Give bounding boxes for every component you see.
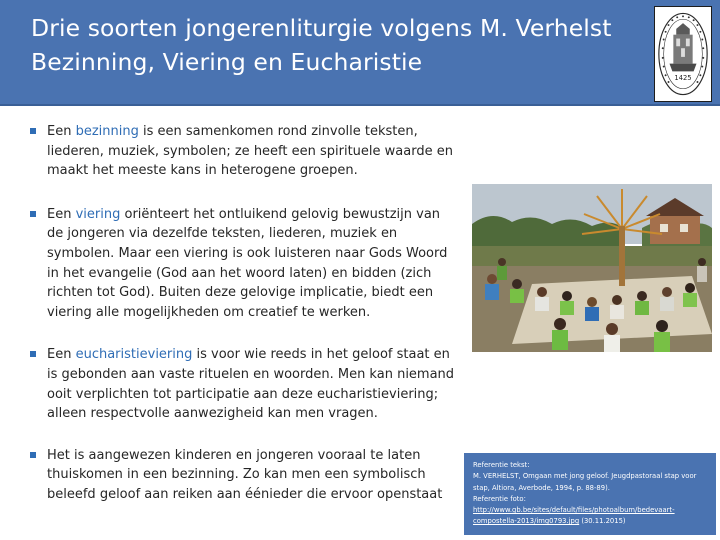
bullet-marker-icon — [30, 452, 36, 458]
bullet-list — [30, 122, 455, 505]
ref-photo-link[interactable]: http://www.gb.be/sites/default/files/photoalbum/bedevaart-compostella-2013/img0793.jpg — [473, 506, 675, 526]
bullet-eucharistieviering: Een eucharistieviering is voor wie reeds in het geloof staat en is gebonden aan vaste rituelen en woorden. Men kan niemand ooit verplichten tot participatie aan deze eucharistieviering; alleen respectvolle aanwezigheid kan men vragen. — [30, 345, 455, 423]
bullet-marker-icon — [30, 211, 36, 217]
reference-box — [464, 453, 716, 535]
keyword-viering: viering — [75, 206, 121, 222]
ref-photo-label: Referentie foto: — [473, 494, 526, 503]
svg-text:1425: 1425 — [674, 74, 692, 83]
outdoor-gathering-photo — [472, 184, 712, 352]
keyword-eucharistieviering: eucharistieviering — [75, 347, 193, 363]
bullet-viering: Een viering oriënteert het ontluikend gelovig bewustzijn van de jongeren via dezelfde teksten, liederen, muziek en symbolen. Maar een viering is ook luisteren naar Gods Woord in het evangelie (God aan het woord laten) en bidden (zich richten tot God). Buiten deze gelovige implicatie, biedt een viering alle mogelijkheden om creatief te werken. — [30, 205, 455, 323]
bullet-conclusion: Het is aangewezen kinderen en jongeren vooraal te laten thuiskomen in een bezinning. Zo kan men een symbolisch beleefd geloof aan reiken aan éénieder die ervoor openstaat — [30, 446, 455, 505]
title-banner — [0, 0, 720, 106]
ref-photo-date: (30.11.2015) — [579, 517, 626, 526]
photo-illustration — [472, 184, 712, 352]
bullet-bezinning: Een bezinning is een samenkomen rond zinvolle teksten, liederen, muziek, symbolen; ze heeft een spirituele waarde en maakt het meeste kans in heterogene groepen. — [30, 122, 455, 181]
ref-photo-source — [473, 505, 707, 528]
ref-text-label: Referentie tekst: — [473, 461, 530, 469]
slide-title: Drie soorten jongerenliturgie volgens M. Verhelst — [31, 14, 612, 42]
bullet-marker-icon — [30, 351, 36, 357]
ref-text-citation: M. VERHELST, Omgaan met jong geloof. Jeugdpastoraal stap voor stap, Altiora, Averbode, 1994, p. 88-89). — [473, 472, 697, 492]
bullet-marker-icon — [30, 128, 36, 134]
keyword-bezinning: bezinning — [75, 124, 139, 139]
slide-subtitle: Bezinning, Viering en Eucharistie — [31, 48, 423, 76]
seal-icon — [655, 7, 711, 101]
university-seal-logo — [654, 6, 712, 102]
